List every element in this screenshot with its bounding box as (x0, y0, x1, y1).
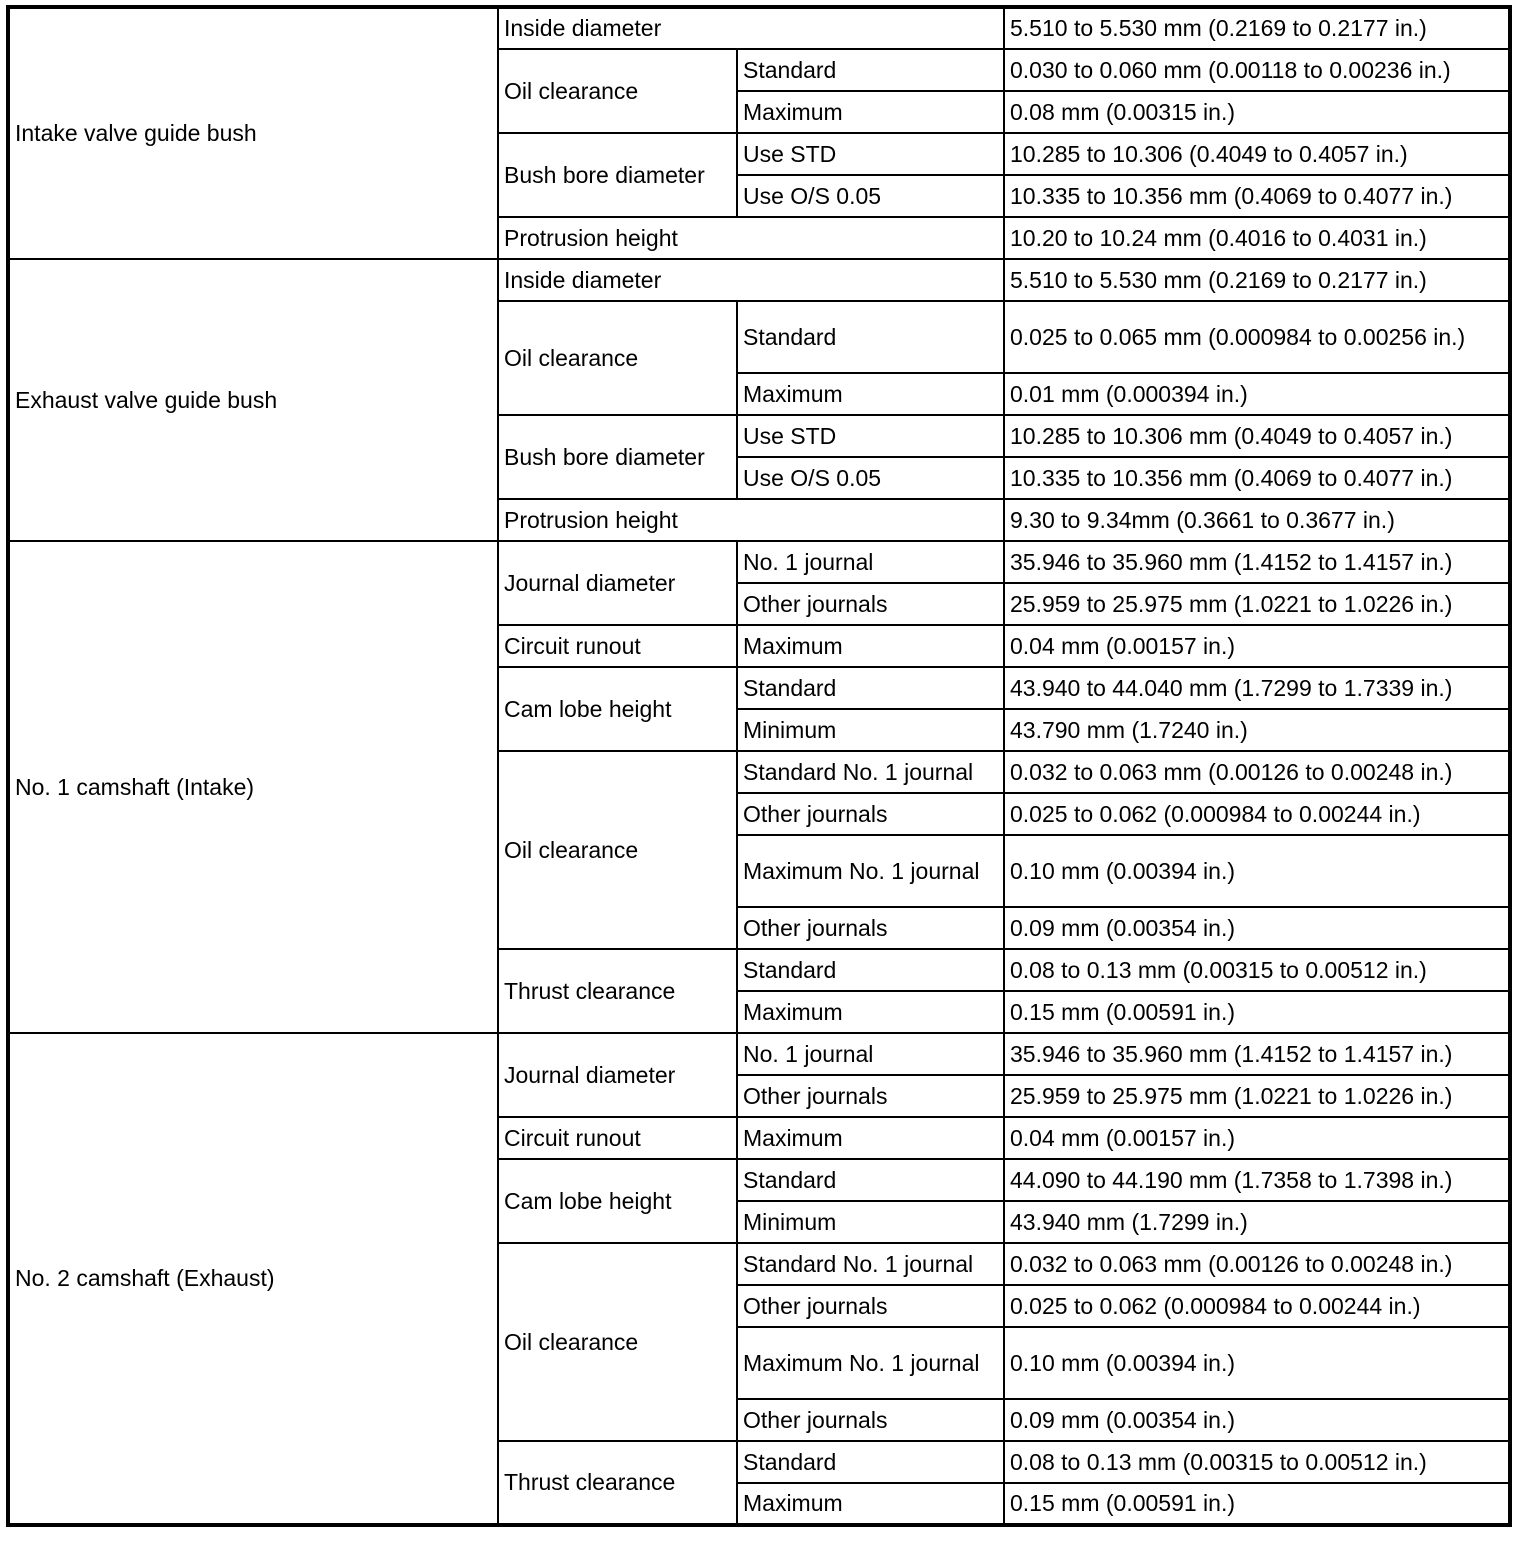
item-label: Journal diameter (498, 541, 737, 625)
condition-label: Use STD (737, 133, 1004, 175)
item-label: Bush bore diameter (498, 133, 737, 217)
spec-value: 0.032 to 0.063 mm (0.00126 to 0.00248 in.) (1004, 751, 1510, 793)
item-label: Inside diameter (498, 259, 1004, 301)
table-row (8, 7, 1510, 49)
item-label: Thrust clearance (498, 1441, 737, 1525)
spec-value: 9.30 to 9.34mm (0.3661 to 0.3677 in.) (1004, 499, 1510, 541)
spec-value: 0.10 mm (0.00394 in.) (1004, 1327, 1510, 1399)
condition-label: Other journals (737, 583, 1004, 625)
spec-value: 35.946 to 35.960 mm (1.4152 to 1.4157 in.) (1004, 541, 1510, 583)
spec-value: 10.285 to 10.306 mm (0.4049 to 0.4057 in.) (1004, 415, 1510, 457)
spec-value: 43.940 mm (1.7299 in.) (1004, 1201, 1510, 1243)
spec-value: 5.510 to 5.530 mm (0.2169 to 0.2177 in.) (1004, 259, 1510, 301)
condition-label: Maximum No. 1 journal (737, 1327, 1004, 1399)
condition-label: Maximum No. 1 journal (737, 835, 1004, 907)
spec-value: 0.08 to 0.13 mm (0.00315 to 0.00512 in.) (1004, 949, 1510, 991)
spec-value: 0.15 mm (0.00591 in.) (1004, 1483, 1510, 1525)
spec-table (6, 5, 1512, 1527)
component-label: Intake valve guide bush (8, 7, 498, 259)
item-label: Protrusion height (498, 217, 1004, 259)
item-label: Oil clearance (498, 1243, 737, 1441)
condition-label: Maximum (737, 991, 1004, 1033)
spec-value: 10.285 to 10.306 (0.4049 to 0.4057 in.) (1004, 133, 1510, 175)
condition-label: Maximum (737, 1117, 1004, 1159)
spec-value: 0.15 mm (0.00591 in.) (1004, 991, 1510, 1033)
table-row (8, 1033, 1510, 1075)
spec-value: 10.20 to 10.24 mm (0.4016 to 0.4031 in.) (1004, 217, 1510, 259)
spec-value: 0.08 mm (0.00315 in.) (1004, 91, 1510, 133)
condition-label: Standard No. 1 journal (737, 1243, 1004, 1285)
condition-label: Standard (737, 301, 1004, 373)
condition-label: Minimum (737, 1201, 1004, 1243)
item-label: Circuit runout (498, 625, 737, 667)
spec-value: 0.01 mm (0.000394 in.) (1004, 373, 1510, 415)
condition-label: Standard (737, 1441, 1004, 1483)
condition-label: Other journals (737, 793, 1004, 835)
condition-label: Standard (737, 949, 1004, 991)
spec-value: 0.04 mm (0.00157 in.) (1004, 625, 1510, 667)
spec-value: 25.959 to 25.975 mm (1.0221 to 1.0226 in.) (1004, 583, 1510, 625)
spec-value: 0.09 mm (0.00354 in.) (1004, 907, 1510, 949)
item-label: Oil clearance (498, 301, 737, 415)
spec-value: 25.959 to 25.975 mm (1.0221 to 1.0226 in.) (1004, 1075, 1510, 1117)
spec-value: 5.510 to 5.530 mm (0.2169 to 0.2177 in.) (1004, 7, 1510, 49)
condition-label: Use O/S 0.05 (737, 457, 1004, 499)
spec-value: 0.025 to 0.065 mm (0.000984 to 0.00256 in.) (1004, 301, 1510, 373)
table-row (8, 541, 1510, 583)
spec-value: 43.790 mm (1.7240 in.) (1004, 709, 1510, 751)
spec-value: 0.032 to 0.063 mm (0.00126 to 0.00248 in.) (1004, 1243, 1510, 1285)
item-label: Protrusion height (498, 499, 1004, 541)
condition-label: Other journals (737, 1285, 1004, 1327)
component-label: No. 2 camshaft (Exhaust) (8, 1033, 498, 1525)
item-label: Oil clearance (498, 751, 737, 949)
spec-value: 43.940 to 44.040 mm (1.7299 to 1.7339 in.) (1004, 667, 1510, 709)
spec-value: 0.025 to 0.062 (0.000984 to 0.00244 in.) (1004, 1285, 1510, 1327)
spec-value: 0.030 to 0.060 mm (0.00118 to 0.00236 in.) (1004, 49, 1510, 91)
spec-value: 0.08 to 0.13 mm (0.00315 to 0.00512 in.) (1004, 1441, 1510, 1483)
condition-label: Standard No. 1 journal (737, 751, 1004, 793)
condition-label: Maximum (737, 91, 1004, 133)
spec-value: 0.025 to 0.062 (0.000984 to 0.00244 in.) (1004, 793, 1510, 835)
item-label: Inside diameter (498, 7, 1004, 49)
item-label: Circuit runout (498, 1117, 737, 1159)
condition-label: Use STD (737, 415, 1004, 457)
item-label: Bush bore diameter (498, 415, 737, 499)
spec-value: 10.335 to 10.356 mm (0.4069 to 0.4077 in.) (1004, 175, 1510, 217)
condition-label: No. 1 journal (737, 541, 1004, 583)
condition-label: Other journals (737, 1075, 1004, 1117)
condition-label: No. 1 journal (737, 1033, 1004, 1075)
condition-label: Maximum (737, 373, 1004, 415)
condition-label: Maximum (737, 1483, 1004, 1525)
item-label: Cam lobe height (498, 1159, 737, 1243)
item-label: Cam lobe height (498, 667, 737, 751)
condition-label: Standard (737, 667, 1004, 709)
condition-label: Minimum (737, 709, 1004, 751)
spec-value: 35.946 to 35.960 mm (1.4152 to 1.4157 in.) (1004, 1033, 1510, 1075)
condition-label: Maximum (737, 625, 1004, 667)
condition-label: Use O/S 0.05 (737, 175, 1004, 217)
component-label: Exhaust valve guide bush (8, 259, 498, 541)
spec-value: 10.335 to 10.356 mm (0.4069 to 0.4077 in.) (1004, 457, 1510, 499)
condition-label: Standard (737, 49, 1004, 91)
spec-value: 0.10 mm (0.00394 in.) (1004, 835, 1510, 907)
spec-value: 0.04 mm (0.00157 in.) (1004, 1117, 1510, 1159)
condition-label: Other journals (737, 1399, 1004, 1441)
spec-value: 0.09 mm (0.00354 in.) (1004, 1399, 1510, 1441)
condition-label: Standard (737, 1159, 1004, 1201)
table-row (8, 259, 1510, 301)
component-label: No. 1 camshaft (Intake) (8, 541, 498, 1033)
spec-value: 44.090 to 44.190 mm (1.7358 to 1.7398 in.) (1004, 1159, 1510, 1201)
item-label: Thrust clearance (498, 949, 737, 1033)
condition-label: Other journals (737, 907, 1004, 949)
item-label: Journal diameter (498, 1033, 737, 1117)
item-label: Oil clearance (498, 49, 737, 133)
